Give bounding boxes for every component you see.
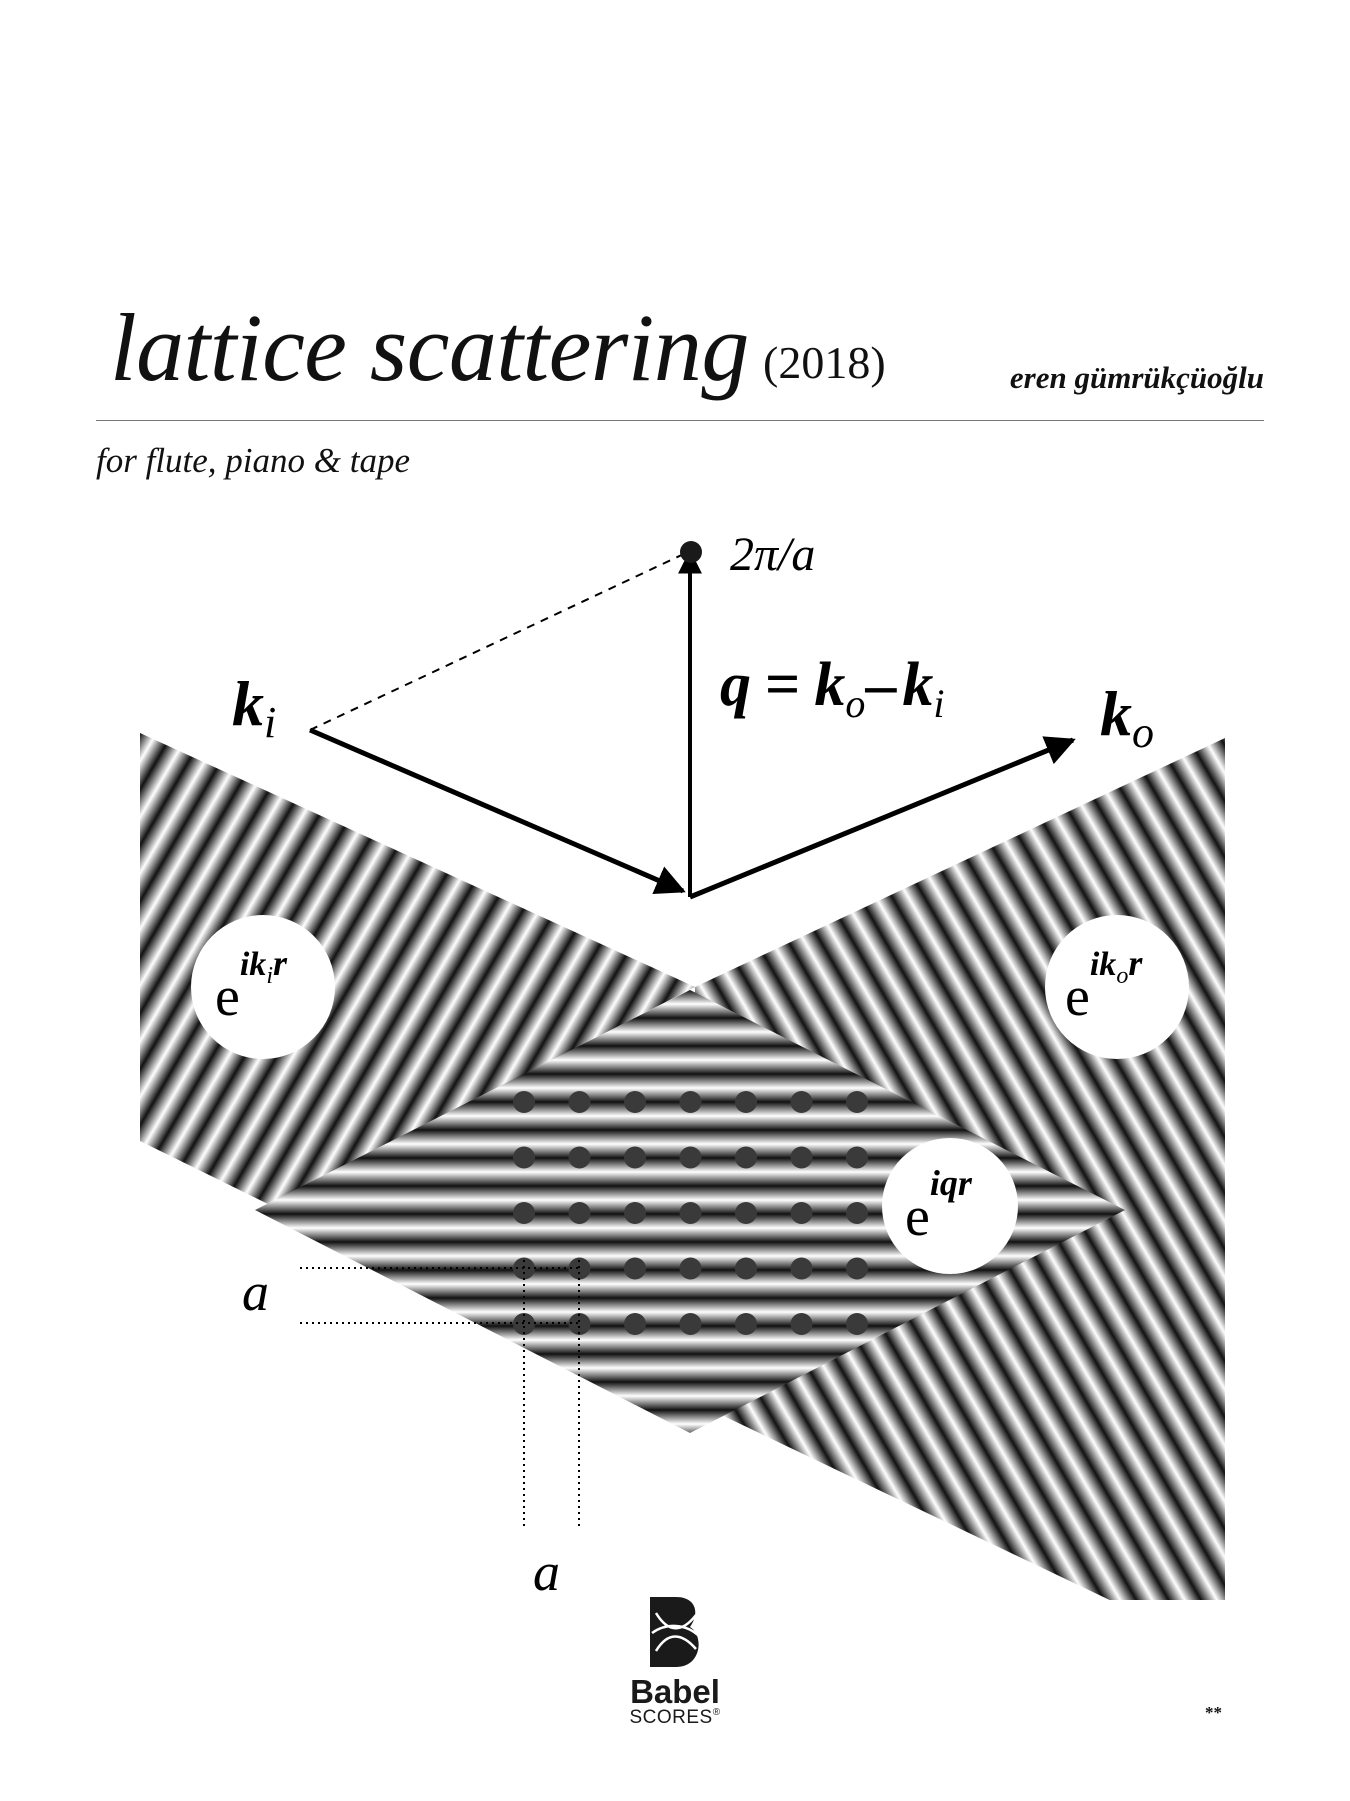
lattice-point	[624, 1258, 646, 1280]
lattice-point	[513, 1202, 535, 1224]
lattice-point	[791, 1258, 813, 1280]
lattice-point	[624, 1147, 646, 1169]
logo-wordmark: Babel	[630, 1673, 720, 1710]
lattice-spacing-vertical-label: a	[242, 1262, 269, 1322]
outgoing-wave-formula	[1045, 915, 1189, 1059]
lattice-point	[513, 1091, 535, 1113]
lattice-point	[680, 1147, 702, 1169]
lattice-point	[680, 1313, 702, 1335]
lattice-point	[846, 1147, 868, 1169]
lattice-point	[846, 1258, 868, 1280]
lattice-point	[735, 1147, 757, 1169]
logo-subtitle: SCORES®	[629, 1707, 721, 1728]
lattice-point	[735, 1258, 757, 1280]
lattice-point	[680, 1202, 702, 1224]
construction-dashed-line	[310, 552, 688, 730]
babel-logo-icon	[646, 1593, 704, 1671]
lattice-point	[569, 1202, 591, 1224]
lattice-point	[791, 1202, 813, 1224]
lattice-point	[569, 1091, 591, 1113]
lattice-point	[735, 1091, 757, 1113]
lattice-point	[846, 1313, 868, 1335]
lattice-point	[846, 1202, 868, 1224]
instrumentation: for flute, piano & tape	[96, 441, 411, 480]
scattering-equation: q = ko–ki	[720, 651, 945, 726]
lattice-point	[624, 1091, 646, 1113]
two-pi-over-a-label: 2π/a	[730, 528, 816, 581]
corner-mark: **	[1205, 1703, 1222, 1722]
composer-name: eren gümrükçüoğlu	[1009, 360, 1264, 395]
scattered-wave-formula	[882, 1138, 1018, 1274]
score-year: (2018)	[763, 337, 886, 388]
incoming-wave-formula	[191, 915, 335, 1059]
lattice-point	[624, 1313, 646, 1335]
lattice-scattering-diagram	[0, 500, 1350, 1600]
lattice-point	[624, 1202, 646, 1224]
lattice-point	[791, 1091, 813, 1113]
svg-text:eikir: $e^{ik}ir$	[215, 943, 287, 1028]
score-title: lattice scattering	[110, 294, 749, 401]
svg-text:eiqr: $e^{iqr}$	[905, 1163, 972, 1248]
reciprocal-lattice-point	[680, 541, 702, 563]
lattice-point	[735, 1313, 757, 1335]
lattice-point	[680, 1091, 702, 1113]
lattice-point	[735, 1202, 757, 1224]
svg-text:eikor: $e^{ik}or$	[1065, 943, 1143, 1028]
lattice-point	[569, 1147, 591, 1169]
lattice-spacing-horizontal-label: a	[533, 1542, 560, 1600]
ki-label: ki	[232, 668, 277, 747]
lattice-point	[680, 1258, 702, 1280]
lattice-point	[791, 1147, 813, 1169]
lattice-point	[791, 1313, 813, 1335]
publisher-logo	[620, 1593, 730, 1727]
lattice-point	[513, 1147, 535, 1169]
title-divider	[96, 420, 1264, 421]
lattice-point	[846, 1091, 868, 1113]
ko-label: ko	[1100, 678, 1154, 757]
